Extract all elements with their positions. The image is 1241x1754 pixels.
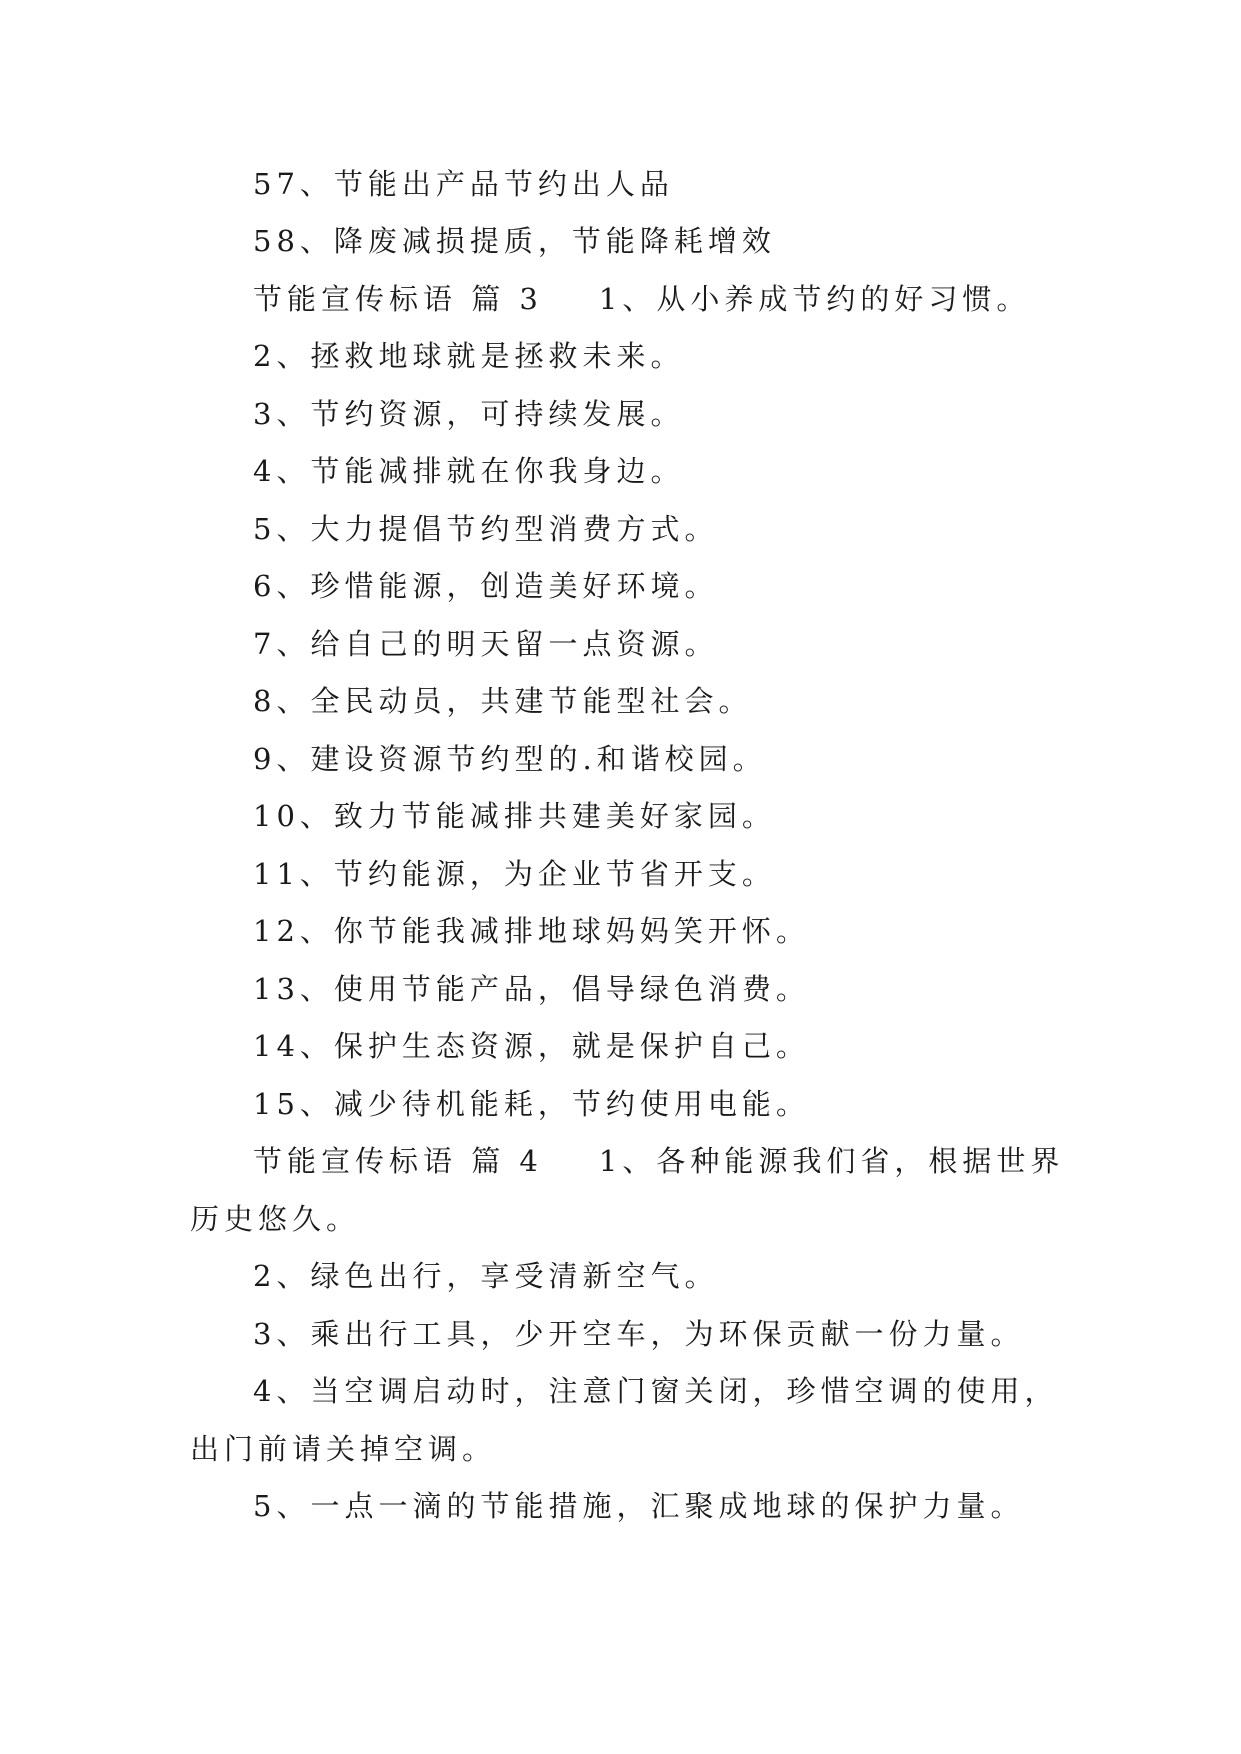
section-4-heading: 节能宣传标语 篇 4	[253, 1144, 543, 1178]
slogan-3-2: 2、拯救地球就是拯救未来。	[253, 339, 685, 373]
slogan-4-4: 4、当空调启动时，注意门窗关闭，珍惜空调的使用，	[253, 1374, 1059, 1408]
section-3-heading: 节能宣传标语 篇 3	[253, 282, 543, 316]
slogan-57: 57、节能出产品节约出人品	[253, 167, 674, 201]
slogan-4-3: 3、乘出行工具，少开空车，为环保贡献一份力量。	[253, 1317, 1025, 1351]
slogan-58: 58、降废减损提质，节能降耗增效	[253, 224, 776, 258]
slogan-3-9: 9、建设资源节约型的.和谐校园。	[253, 742, 767, 776]
slogan-3-13: 13、使用节能产品，倡导绿色消费。	[253, 972, 810, 1006]
section-4-line	[0, 1142, 1241, 1180]
slogan-4-4-continued: 出门前请关掉空调。	[190, 1432, 497, 1466]
slogan-3-3: 3、节约资源，可持续发展。	[253, 397, 685, 431]
section-3-item-1: 1、从小养成节约的好习惯。	[598, 282, 1031, 316]
slogan-3-6: 6、珍惜能源，创造美好环境。	[253, 569, 719, 603]
slogan-3-15: 15、减少待机能耗，节约使用电能。	[253, 1087, 810, 1121]
section-3-line	[0, 280, 1241, 318]
slogan-3-8: 8、全民动员，共建节能型社会。	[253, 684, 753, 718]
slogan-3-14: 14、保护生态资源，就是保护自己。	[253, 1029, 810, 1063]
slogan-3-5: 5、大力提倡节约型消费方式。	[253, 512, 719, 546]
section-4-item-1: 1、各种能源我们省，根据世界	[598, 1144, 1065, 1178]
slogan-3-12: 12、你节能我减排地球妈妈笑开怀。	[253, 914, 810, 948]
slogan-3-7: 7、给自己的明天留一点资源。	[253, 627, 719, 661]
slogan-4-2: 2、绿色出行，享受清新空气。	[253, 1259, 719, 1293]
slogan-3-11: 11、节约能源，为企业节省开支。	[253, 857, 776, 891]
slogan-4-5: 5、一点一滴的节能措施，汇聚成地球的保护力量。	[253, 1489, 1025, 1523]
section-4-item-1-continued: 历史悠久。	[190, 1202, 361, 1236]
slogan-3-4: 4、节能减排就在你我身边。	[253, 454, 685, 488]
slogan-3-10: 10、致力节能减排共建美好家园。	[253, 799, 776, 833]
